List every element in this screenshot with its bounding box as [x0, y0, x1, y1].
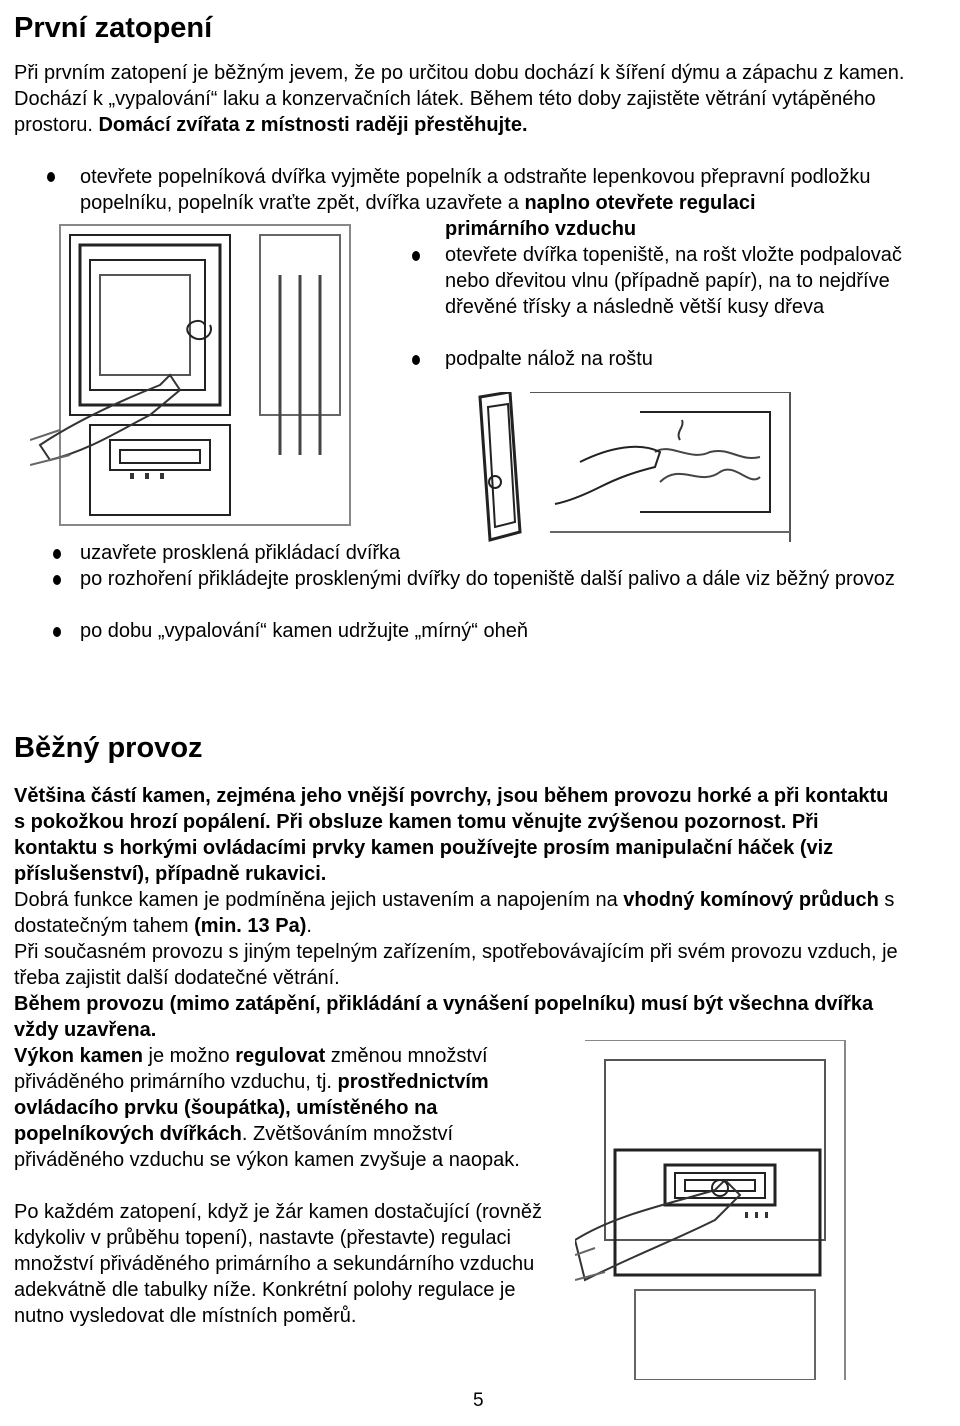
reg-text-c: regulovat	[235, 1045, 326, 1067]
warning-text: Většina částí kamen, zejména jeho vnější povrchy, jsou během provozu horké a při kontaktu s pokožkou hrozí popálení. Při obsluze kamen tomu věnujte zvýšenou pozornost. Při kontaktu s horkými ovládacími prvky kamen používejte prosím manipulační háček (viz příslušenství), případně rukavici.	[14, 785, 889, 885]
bullet-dot	[412, 251, 420, 261]
bullet-item-5: po rozhoření přikládejte prosklenými dvířky do topeniště další palivo a dále viz běžný provoz	[80, 568, 895, 590]
bullet-dot	[412, 355, 420, 365]
section-title-normal-operation: Běžný provoz	[14, 732, 203, 764]
bullet-dot	[47, 172, 55, 182]
stove-ashpan-illustration	[30, 215, 380, 535]
chimney-paragraph	[14, 887, 904, 939]
reg-text-b: je možno	[142, 1045, 236, 1067]
ventilation-paragraph: Při současném provozu s jiným tepelným zařízením, spotřebovávajícím při svém provozu vzduch, je třeba zajistit další dodatečné větrání.	[14, 941, 898, 989]
reg-text-d: změnou množství přiváděného primárního vzduchu, tj.	[14, 1045, 488, 1093]
doors-closed-text: Během provozu (mimo zatápění, přikládání a vynášení popelníku) musí být všechna dvířka vždy uzavřena.	[14, 993, 874, 1041]
bullet-dot	[53, 575, 61, 585]
bullet-1-text: otevřete popelníková dvířka vyjměte popelník a odstraňte lepenkovou přepravní podložku popelníku, popelník vraťte zpět, dvířka uzavřete a	[80, 166, 871, 214]
intro-paragraph	[14, 60, 944, 138]
chimney-text-d: (min. 13 Pa)	[194, 915, 307, 937]
bullet-dot	[53, 549, 61, 559]
output-regulation-paragraph	[14, 1043, 554, 1173]
intro-text: Při prvním zatopení je běžným jevem, že po určitou dobu dochází k šíření dýmu a zápachu z kamen. Dochází k „vypalování“ laku a konzervačních látek. Během této doby zajistěte větrání vytápěného prostoru.	[14, 62, 905, 136]
chimney-text-b: vhodný komínový průduch	[623, 889, 879, 911]
chimney-text-c: s dostatečným tahem	[14, 889, 895, 937]
warning-paragraph	[14, 783, 894, 887]
air-regulator-illustration	[575, 1040, 885, 1380]
bullet-1-bold-2: primárního vzduchu	[445, 218, 637, 240]
bullet-item-1	[80, 164, 950, 216]
doors-closed-paragraph	[14, 991, 914, 1043]
chimney-text-e: .	[306, 915, 312, 937]
bullet-item-3: podpalte nálož na roštu	[445, 348, 653, 370]
bullet-dot	[53, 627, 61, 637]
section-title-first-firing: První zatopení	[14, 12, 213, 44]
bullet-1-continuation	[445, 216, 745, 242]
reg-text-f: . Zvětšováním množství přiváděného vzduchu se výkon kamen zvyšuje a naopak.	[14, 1123, 520, 1171]
air-setting-paragraph: Po každém zatopení, když je žár kamen dostačující (rovněž kdykoliv v průběhu topení), nastavte (přestavte) regulaci množství přiváděného primárního a sekundárního vzduchu adekvátně dle tabulky níže. Konkrétní polohy regulace je nutno vysledovat dle místních poměrů.	[14, 1201, 543, 1327]
reg-text-e: prostřednictvím ovládacího prvku (šoupátka), umístěného na popelníkových dvířkách	[14, 1071, 489, 1145]
intro-warning: Domácí zvířata z místnosti raději přestěhujte.	[98, 114, 528, 136]
reg-text-a: Výkon kamen	[14, 1045, 143, 1067]
bullet-item-6: po dobu „vypalování“ kamen udržujte „mírný“ oheň	[80, 620, 529, 642]
page-number: 5	[473, 1390, 484, 1411]
bullet-item-2: otevřete dvířka topeniště, na rošt vložte podpalovač nebo dřevitou vlnu (případně papír), na to nejdříve dřevěné třísky a následně větší kusy dřeva	[445, 244, 902, 318]
bullet-item-4: uzavřete prosklená přikládací dvířka	[80, 542, 401, 564]
bullet-1-bold: naplno otevřete regulaci	[524, 192, 756, 214]
chimney-text-a: Dobrá funkce kamen je podmíněna jejich ustavením a napojením na	[14, 889, 624, 911]
firebox-lighting-illustration	[470, 392, 820, 542]
